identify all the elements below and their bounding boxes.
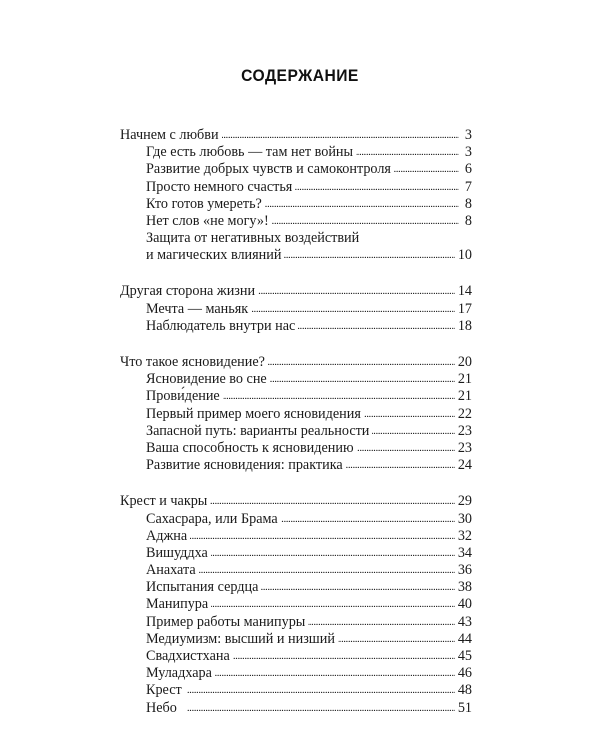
toc-subentry[interactable]: [120, 614, 472, 631]
toc-subentry[interactable]: [120, 161, 472, 178]
dot-leader: [308, 614, 454, 631]
toc-chapter-entry[interactable]: [120, 127, 472, 144]
entry-title: Манипура: [146, 596, 209, 613]
entry-title: Медиумизм: высший и низший: [146, 630, 335, 647]
entry-title: Муладхара: [146, 665, 212, 682]
toc-chapter-entry[interactable]: [120, 354, 472, 371]
toc-section: [120, 127, 472, 265]
toc-subentry[interactable]: [120, 230, 472, 264]
page-number: 51: [457, 699, 472, 716]
dot-leader: [180, 700, 455, 717]
page-number: 46: [457, 665, 472, 682]
dot-leader: [338, 631, 455, 648]
section-divider: [120, 474, 472, 493]
toc-chapter-entry[interactable]: [120, 493, 472, 510]
toc-chapter-entry[interactable]: [120, 284, 472, 301]
toc-subentry[interactable]: [120, 144, 472, 161]
dot-leader: [268, 354, 455, 371]
toc-subentry[interactable]: [120, 648, 472, 665]
entry-title: Испытания сердца: [146, 579, 259, 596]
page-number: 45: [457, 648, 472, 665]
dot-leader: [364, 406, 455, 423]
page-number: 3: [464, 126, 472, 143]
dot-leader: [258, 284, 455, 301]
page-number: 7: [464, 178, 472, 195]
dot-leader: [261, 579, 454, 596]
dot-leader: [265, 196, 459, 213]
entry-title: Кто готов умереть?: [146, 195, 262, 212]
entry-title: Наблюдатель внутри нас: [146, 317, 296, 334]
section-divider: [120, 335, 472, 354]
dot-leader: [272, 213, 459, 230]
dot-leader: [233, 648, 455, 665]
entry-title: Мечта — маньяк: [146, 300, 249, 317]
entry-title-line2: и магических влияний: [146, 247, 282, 264]
toc-subentry[interactable]: [120, 406, 472, 423]
toc-subentry[interactable]: [120, 196, 472, 213]
entry-title: Анахата: [146, 562, 196, 579]
page-title: СОДЕРЖАНИЕ: [241, 66, 359, 85]
section-divider: [120, 265, 472, 284]
page-number: 34: [457, 544, 472, 561]
toc-subentry[interactable]: [120, 545, 472, 562]
page-number: 8: [464, 195, 472, 212]
toc-subentry[interactable]: [120, 631, 472, 648]
toc-subentry[interactable]: [120, 179, 472, 196]
entry-title: Что такое ясновидение?: [120, 354, 265, 371]
toc-subentry[interactable]: [120, 665, 472, 682]
page-number: 21: [457, 371, 472, 388]
dot-leader: [298, 318, 455, 335]
toc-section: [120, 284, 472, 336]
page-number: 18: [457, 317, 472, 334]
dot-leader: [185, 682, 455, 699]
entry-title-line1: Защита от негативных воздействий: [146, 230, 360, 247]
toc-subentry[interactable]: [120, 528, 472, 545]
toc-subentry[interactable]: [120, 511, 472, 528]
entry-title: Нет слов «не могу»!: [146, 212, 269, 229]
page-number: 8: [464, 212, 472, 229]
entry-title: Аджна: [146, 527, 188, 544]
toc-subentry[interactable]: [120, 682, 472, 699]
toc-section: [120, 354, 472, 474]
toc-subentry[interactable]: [120, 700, 472, 717]
entry-title: Сахасрара, или Брама: [146, 510, 278, 527]
page-number: 38: [457, 579, 472, 596]
page-number: 20: [457, 354, 472, 371]
toc-subentry[interactable]: [120, 318, 472, 335]
page-number: 36: [457, 562, 472, 579]
entry-title: Пример работы манипуры: [146, 613, 306, 630]
dot-leader: [394, 161, 459, 178]
page-number: 10: [457, 247, 472, 264]
page-number: 3: [464, 144, 472, 161]
toc-subentry[interactable]: [120, 597, 472, 614]
dot-leader: [210, 493, 454, 510]
page-number: 30: [457, 510, 472, 527]
entry-title: Крест и чакры: [120, 493, 208, 510]
page-number: 23: [457, 439, 472, 456]
dot-leader: [295, 179, 459, 196]
toc-subentry[interactable]: [120, 457, 472, 474]
toc-subentry[interactable]: [120, 579, 472, 596]
page-number: 40: [457, 596, 472, 613]
entry-title: Небо: [146, 699, 177, 716]
table-of-contents: [120, 127, 472, 717]
page-number: 23: [457, 422, 472, 439]
dot-leader: [284, 247, 454, 264]
entry-title: Развитие добрых чувств и самоконтроля: [146, 161, 391, 178]
page-number: 48: [457, 682, 472, 699]
entry-title: Крест: [146, 682, 182, 699]
toc-subentry[interactable]: [120, 440, 472, 457]
entry-title-line2-row: [146, 247, 472, 264]
dot-leader: [215, 665, 455, 682]
page-number: 21: [457, 388, 472, 405]
page-number: 32: [457, 527, 472, 544]
entry-title: Ваша способность к ясновидению: [146, 439, 354, 456]
toc-subentry[interactable]: [120, 301, 472, 318]
dot-leader: [372, 423, 454, 440]
entry-title: Прови́дение: [146, 388, 220, 405]
dot-leader: [251, 301, 455, 318]
dot-leader: [223, 388, 455, 405]
entry-title: Свадхистхана: [146, 648, 230, 665]
dot-leader: [211, 545, 455, 562]
page-number: 44: [457, 630, 472, 647]
entry-title: Начнем с любви: [120, 126, 219, 143]
dot-leader: [222, 127, 459, 144]
entry-title: Развитие ясновидения: практика: [146, 457, 343, 474]
page-number: 14: [457, 283, 472, 300]
dot-leader: [199, 562, 455, 579]
dot-leader: [346, 457, 455, 474]
toc-subentry[interactable]: [120, 213, 472, 230]
toc-section: [120, 493, 472, 716]
page-number: 43: [457, 613, 472, 630]
dot-leader: [356, 144, 459, 161]
entry-title: Запасной путь: варианты реальности: [146, 422, 370, 439]
dot-leader: [190, 528, 455, 545]
dot-leader: [357, 440, 455, 457]
page-number: 6: [464, 161, 472, 178]
toc-subentry[interactable]: [120, 562, 472, 579]
entry-title: Другая сторона жизни: [120, 283, 256, 300]
entry-title: Ясновидение во сне: [146, 371, 267, 388]
page-number: 22: [457, 405, 472, 422]
page-number: 29: [457, 493, 472, 510]
dot-leader: [270, 371, 455, 388]
entry-title: Вишуддха: [146, 544, 208, 561]
dot-leader: [281, 511, 455, 528]
toc-subentry[interactable]: [120, 371, 472, 388]
entry-title: Первый пример моего ясновидения: [146, 405, 361, 422]
entry-title: Где есть любовь — там нет войны: [146, 144, 354, 161]
toc-subentry[interactable]: [120, 388, 472, 405]
toc-subentry[interactable]: [120, 423, 472, 440]
page-number: 24: [457, 457, 472, 474]
entry-title: Просто немного счастья: [146, 178, 293, 195]
page-number: 17: [457, 300, 472, 317]
dot-leader: [211, 597, 455, 614]
